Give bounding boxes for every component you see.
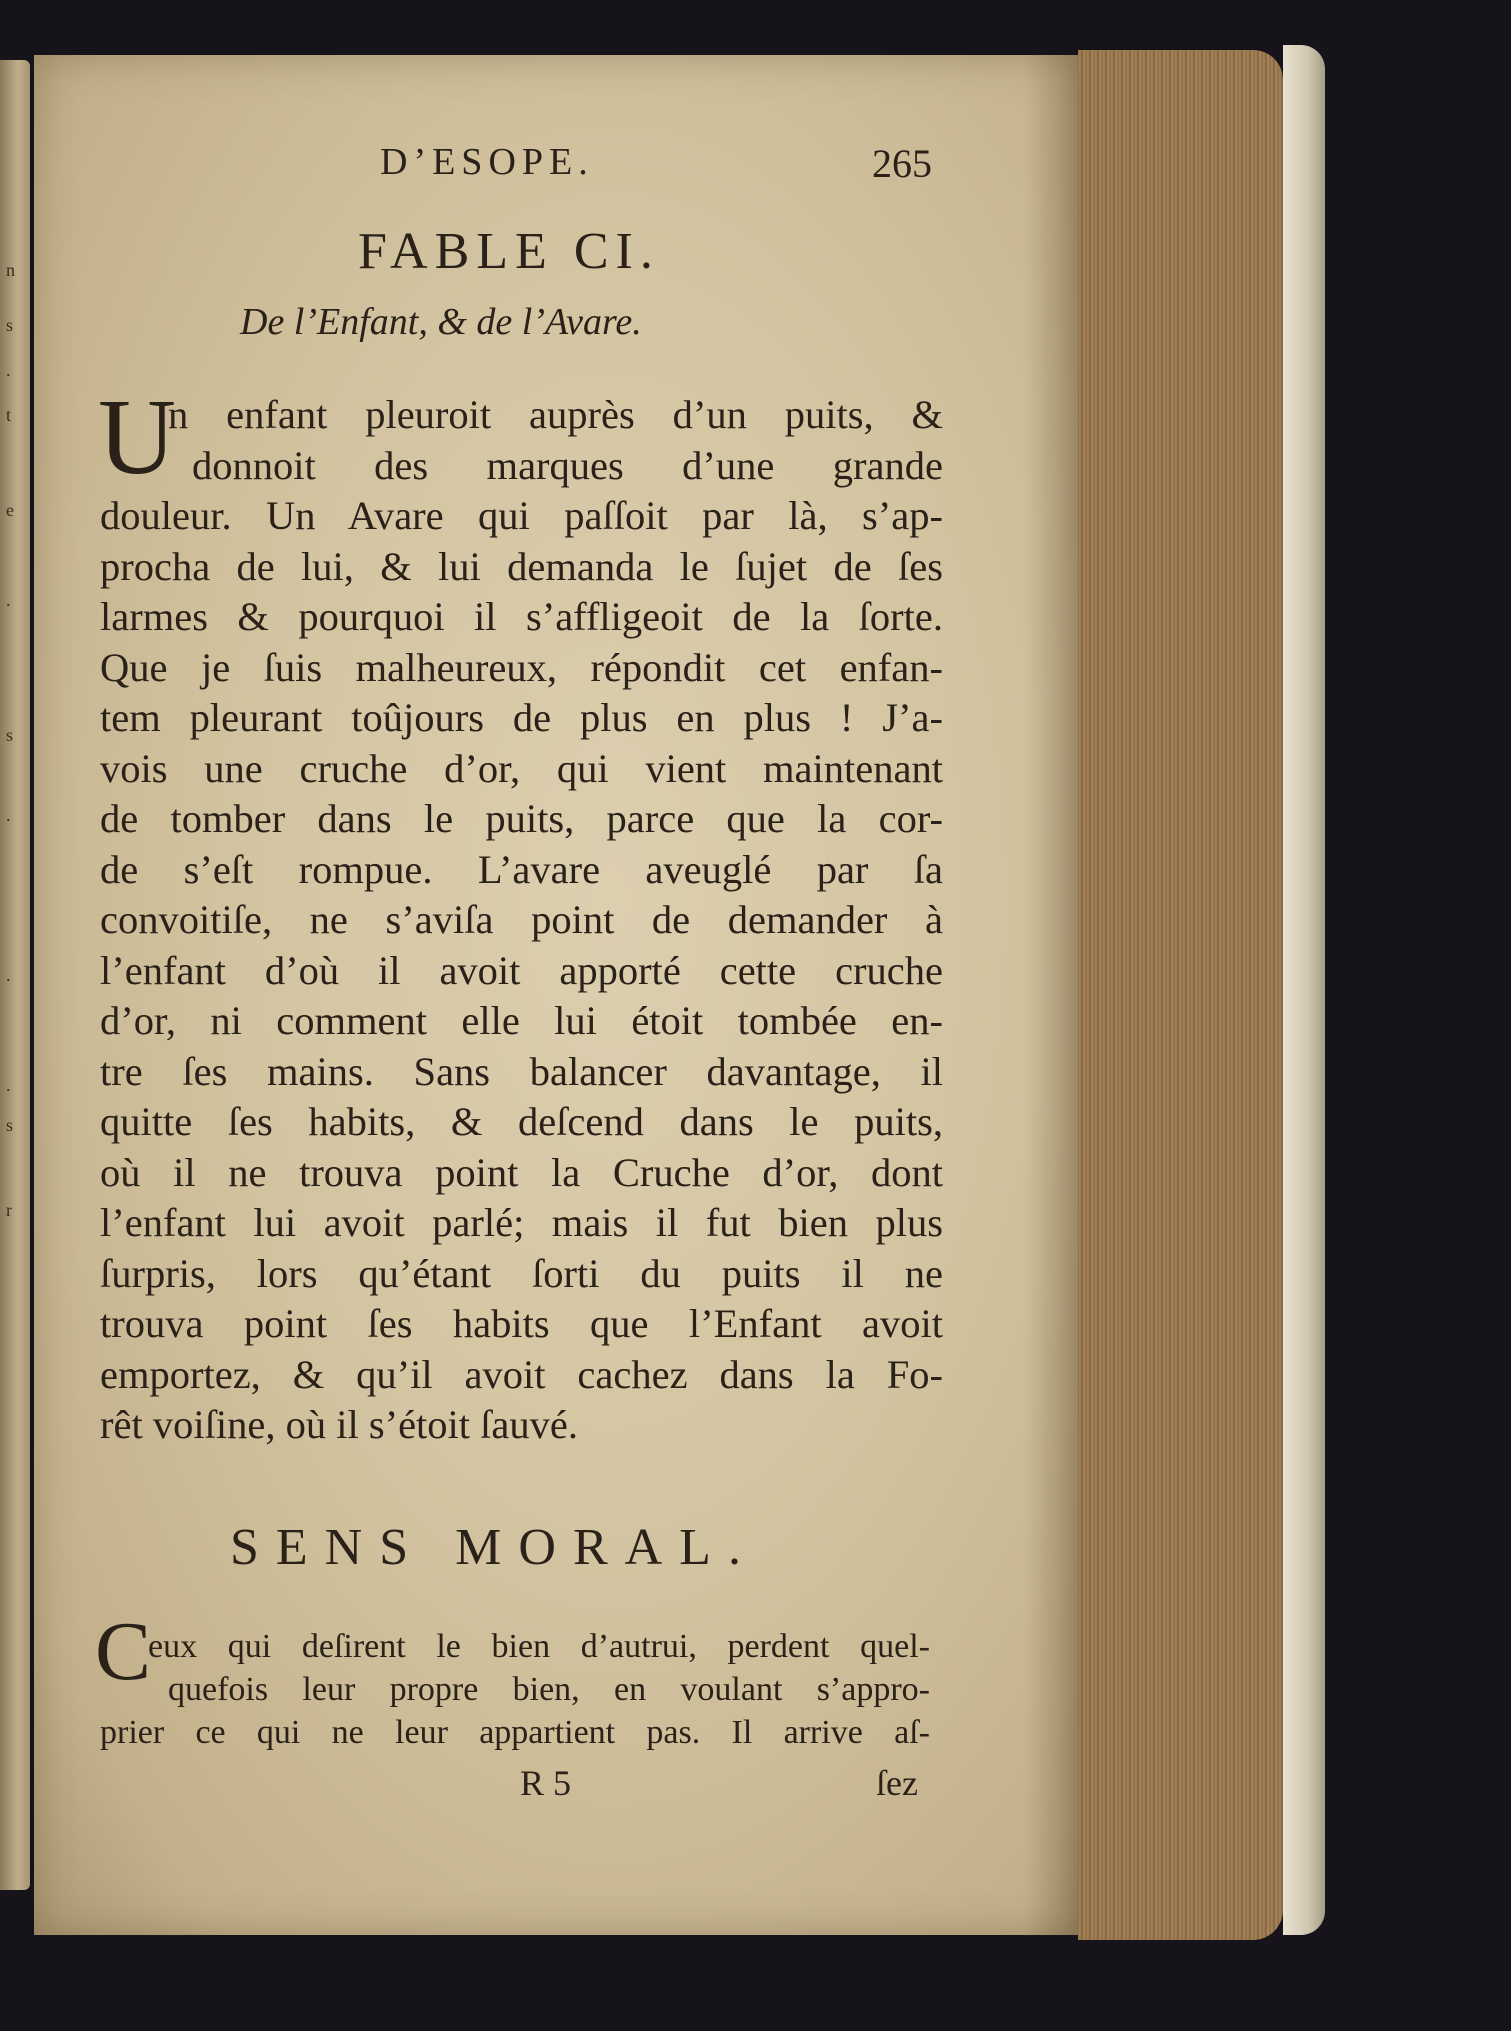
story-line: où il ne trouva point la Cruche d’or, dont: [100, 1149, 943, 1195]
story-line: donnoit des marques d’une grande: [192, 442, 943, 488]
story-line: convoitiſe, ne s’aviſa point de demander à: [100, 897, 943, 942]
fable-title: FABLE CI.: [358, 223, 660, 280]
moral-title: SENS MORAL.: [230, 1519, 758, 1576]
story-line: trouva point ſes habits que l’Enfant avoit: [100, 1301, 943, 1346]
story-line: l’enfant d’où il avoit apporté cette cruche: [100, 947, 943, 993]
story-line: quitte ſes habits, & deſcend dans le puits,: [100, 1099, 943, 1144]
moral-text: [100, 1625, 930, 1754]
catchword: ſez: [876, 1763, 918, 1803]
story-line: de s’eſt rompue. L’avare aveuglé par ſa: [100, 846, 943, 892]
story-line: douleur. Un Avare qui paſſoit par là, s’ap-: [100, 493, 943, 538]
story-line: Que je ſuis malheureux, répondit cet enfan-: [100, 644, 943, 690]
previous-page-edge: n s . t e . s . . . s r: [0, 60, 30, 1890]
story-line: d’or, ni comment elle lui étoit tombée en-: [100, 998, 943, 1043]
story-line: larmes & pourquoi il s’affligeoit de la ſorte.: [100, 594, 943, 639]
moral-line: quefois leur propre bien, en voulant s’appro-: [168, 1671, 930, 1708]
page-number: 265: [872, 141, 932, 186]
story-line: ſurpris, lors qu’étant ſorti du puits il ne: [100, 1250, 943, 1296]
story-text: [98, 378, 943, 1451]
book-fore-edge: [1078, 50, 1283, 1940]
story-line: emportez, & qu’il avoit cachez dans la Fo-: [100, 1351, 943, 1397]
story-line: vois une cruche d’or, qui vient maintenant: [100, 745, 943, 791]
story-drop-cap: U: [98, 378, 176, 497]
story-line: l’enfant lui avoit parlé; mais il fut bien plus: [100, 1200, 943, 1245]
story-line: n enfant pleuroit auprès d’un puits, &: [168, 392, 943, 437]
story-line: rêt voiſine, où il s’étoit ſauvé.: [100, 1402, 579, 1447]
moral-line: prier ce qui ne leur appartient pas. Il arrive aſ-: [100, 1714, 930, 1751]
story-line: tre ſes mains. Sans balancer davantage, il: [100, 1048, 943, 1094]
moral-drop-cap: C: [95, 1605, 152, 1698]
running-header: D’ESOPE.: [380, 141, 594, 183]
moral-line: eux qui deſirent le bien d’autrui, perdent quel-: [148, 1628, 930, 1665]
story-line: de tomber dans le puits, parce que la cor-: [100, 796, 943, 841]
fable-subtitle: De l’Enfant, & de l’Avare.: [240, 301, 642, 343]
signature-mark: R 5: [520, 1763, 572, 1803]
story-line: tem pleurant toûjours de plus en plus ! J’a-: [100, 695, 943, 740]
story-line: procha de lui, & lui demanda le ſujet de ſes: [100, 543, 943, 589]
book-cover-edge: [1283, 45, 1325, 1935]
